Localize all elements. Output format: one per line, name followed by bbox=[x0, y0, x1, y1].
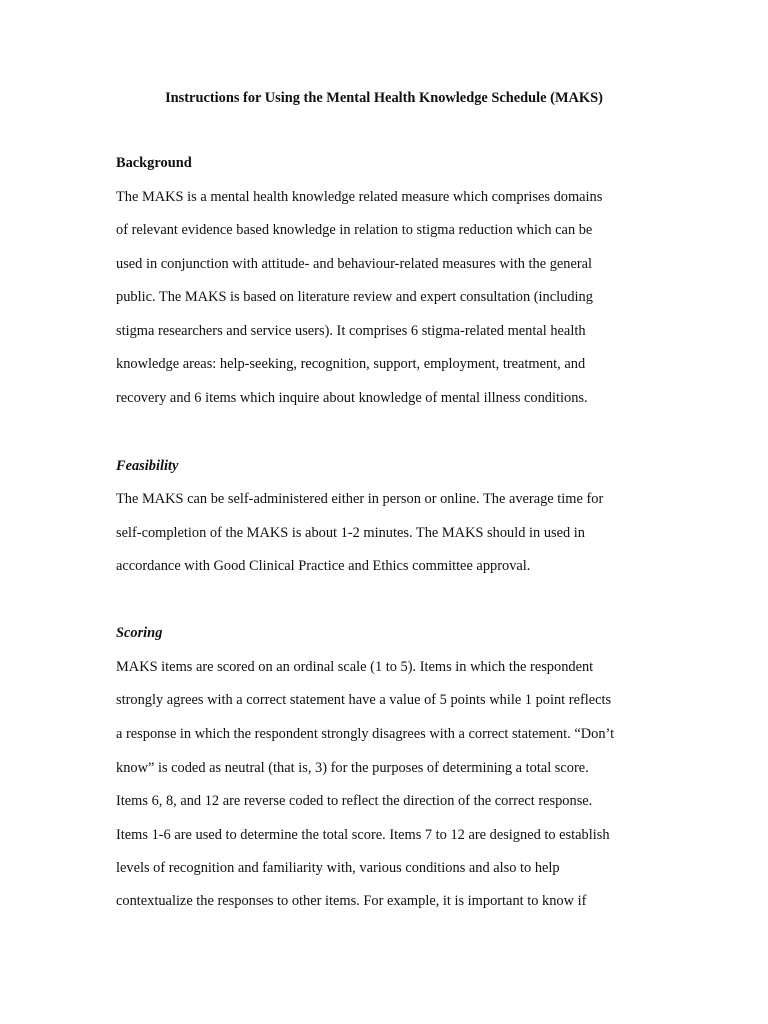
paragraph-line: strongly agrees with a correct statement have a value of 5 points while 1 point reflects bbox=[116, 692, 612, 708]
heading-feasibility: Feasibility bbox=[116, 458, 179, 474]
paragraph-line: MAKS items are scored on an ordinal scale (1 to 5). Items in which the respondent bbox=[116, 659, 594, 675]
paragraph-line: Items 1-6 are used to determine the total score. Items 7 to 12 are designed to establish bbox=[116, 827, 610, 843]
paragraph-line: stigma researchers and service users). It comprises 6 stigma-related mental health bbox=[116, 323, 586, 339]
paragraph-line: The MAKS can be self-administered either in person or online. The average time for bbox=[116, 491, 604, 507]
paragraph-line: The MAKS is a mental health knowledge related measure which comprises domains bbox=[116, 189, 603, 205]
paragraph-line: contextualize the responses to other items. For example, it is important to know if bbox=[116, 893, 587, 909]
paragraph-line: recovery and 6 items which inquire about knowledge of mental illness conditions. bbox=[116, 390, 588, 406]
paragraph-line: know” is coded as neutral (that is, 3) for the purposes of determining a total score. bbox=[116, 760, 589, 776]
document-title: Instructions for Using the Mental Health Knowledge Schedule (MAKS) bbox=[165, 90, 603, 106]
paragraph-line: Items 6, 8, and 12 are reverse coded to reflect the direction of the correct response. bbox=[116, 793, 593, 809]
paragraph-line: accordance with Good Clinical Practice and Ethics committee approval. bbox=[116, 558, 531, 574]
paragraph-line: self-completion of the MAKS is about 1-2 minutes. The MAKS should in used in bbox=[116, 525, 585, 541]
paragraph-line: levels of recognition and familiarity with, various conditions and also to help bbox=[116, 860, 560, 876]
paragraph-line: knowledge areas: help-seeking, recognition, support, employment, treatment, and bbox=[116, 356, 586, 372]
paragraph-line: of relevant evidence based knowledge in relation to stigma reduction which can be bbox=[116, 222, 593, 238]
paragraph-line: used in conjunction with attitude- and behaviour-related measures with the general bbox=[116, 256, 593, 272]
heading-scoring: Scoring bbox=[116, 625, 163, 641]
heading-background: Background bbox=[116, 155, 192, 171]
paragraph-line: public. The MAKS is based on literature review and expert consultation (including bbox=[116, 289, 593, 305]
paragraph-line: a response in which the respondent strongly disagrees with a correct statement. “Don’t bbox=[116, 726, 615, 742]
